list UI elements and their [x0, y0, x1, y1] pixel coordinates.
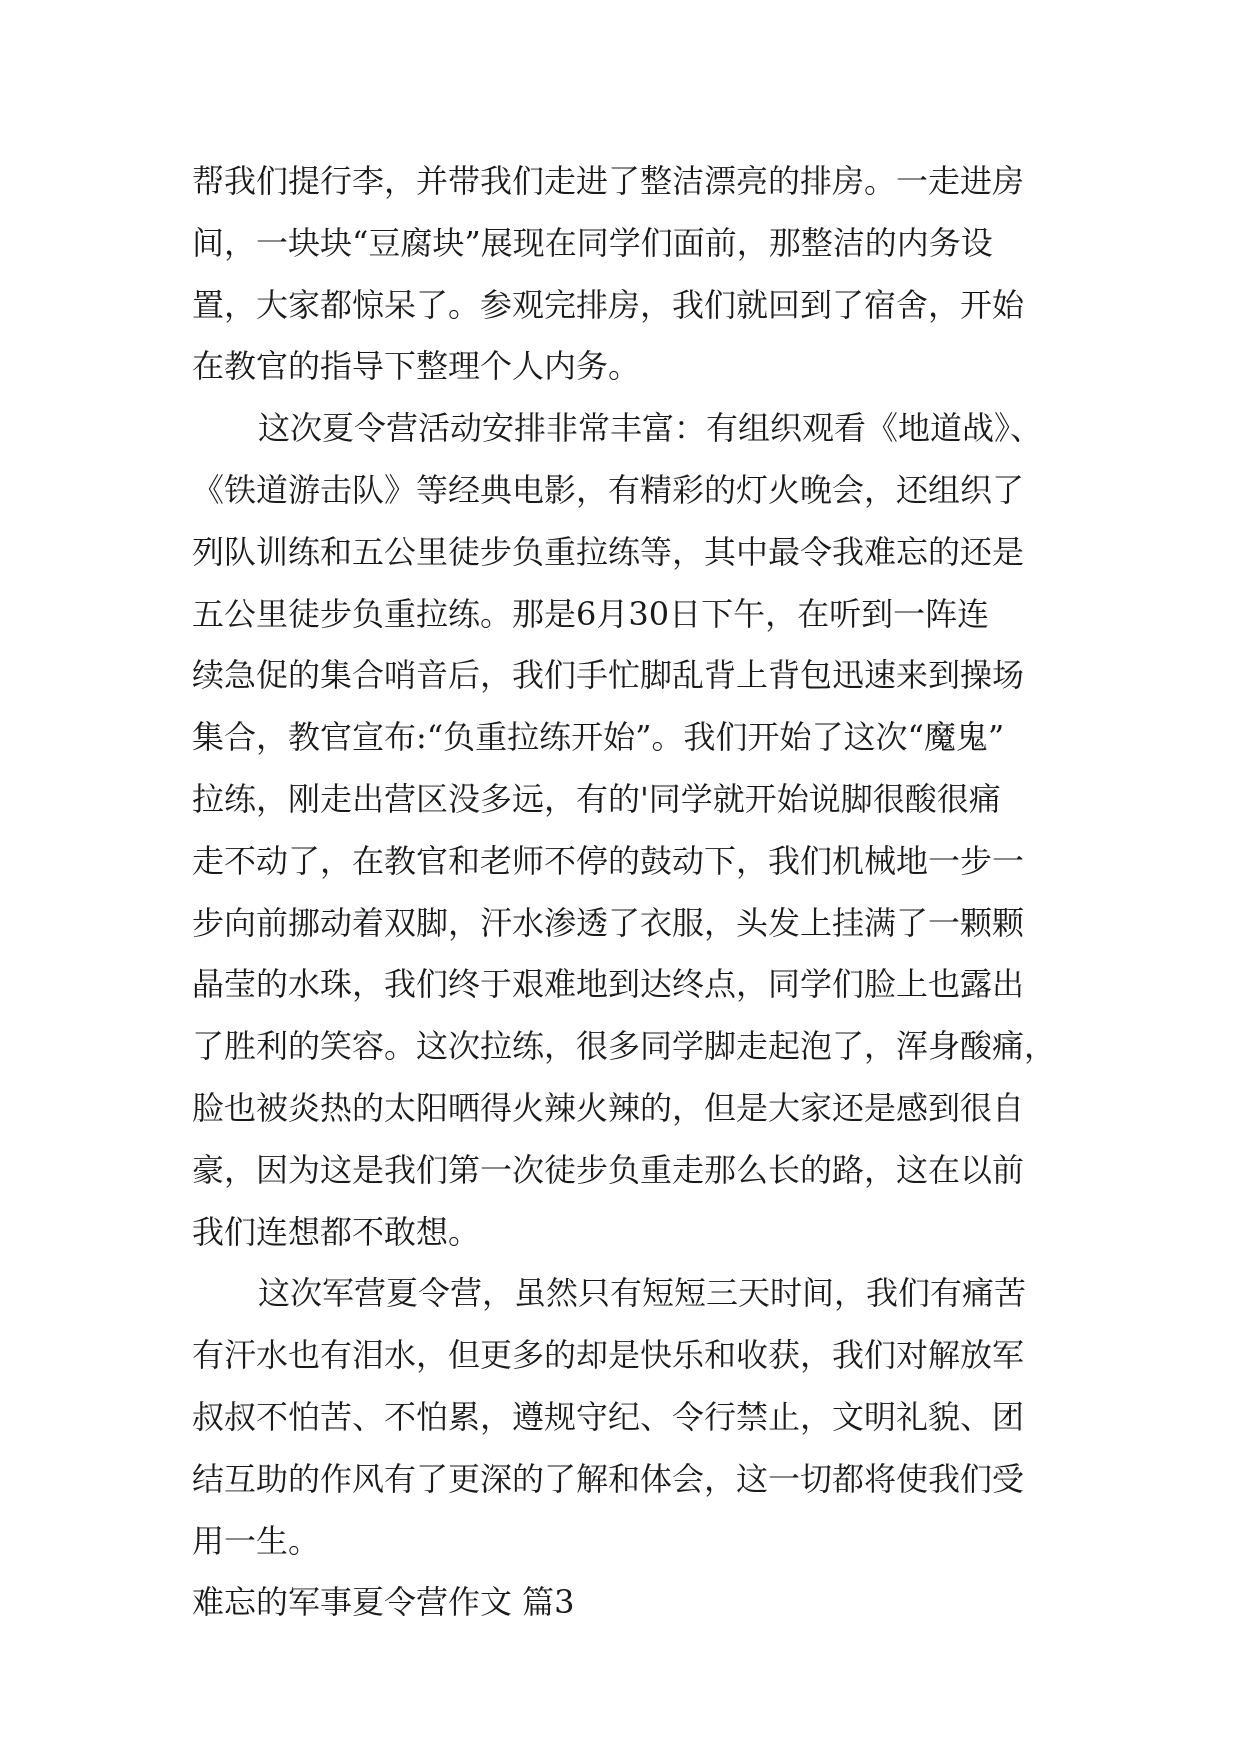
text-line: 间，一块块“豆腐块”展现在同学们面前，那整洁的内务设	[192, 223, 993, 262]
document-body	[192, 151, 1062, 1634]
text-line: 了胜利的笑容。这次拉练，很多同学脚走起泡了，浑身酸痛，	[192, 1027, 1057, 1066]
text-line: 叔叔不怕苦、不怕累，遵规守纪、令行禁止，文明礼貌、团	[192, 1397, 1025, 1436]
section-heading: 难忘的军事夏令营作文 篇3	[192, 1583, 575, 1622]
text-line: 脸也被炎热的太阳晒得火辣火辣的，但是大家还是感到很自	[192, 1088, 1025, 1127]
text-line: 晶莹的水珠，我们终于艰难地到达终点，同学们脸上也露出	[192, 965, 1025, 1004]
text-line: 步向前挪动着双脚，汗水渗透了衣服，头发上挂满了一颗颗	[192, 903, 1025, 942]
text-line: 置，大家都惊呆了。参观完排房，我们就回到了宿舍，开始	[192, 285, 1025, 324]
paragraph-3	[192, 1263, 1062, 1572]
paragraph-2	[192, 398, 1062, 1263]
text-line: 用一生。	[192, 1521, 321, 1560]
text-line: 拉练，刚走出营区没多远，有的'同学就开始说脚很酸很痛	[192, 779, 1001, 818]
text-line: 有汗水也有泪水，但更多的却是快乐和收获，我们对解放军	[192, 1336, 1025, 1375]
text-line: 续急促的集合哨音后，我们手忙脚乱背上背包迅速来到操场	[192, 656, 1025, 695]
text-line: 我们连想都不敢想。	[192, 1212, 481, 1251]
text-line: 豪，因为这是我们第一次徒步负重走那么长的路，这在以前	[192, 1150, 1025, 1189]
text-line: 集合，教官宣布:“负重拉练开始”。我们开始了这次“魔鬼”	[192, 718, 1005, 757]
text-line: 列队训练和五公里徒步负重拉练等，其中最令我难忘的还是	[192, 532, 1025, 571]
text-line: 五公里徒步负重拉练。那是6月30日下午，在听到一阵连	[192, 594, 990, 633]
text-line: 结互助的作风有了更深的了解和体会，这一切都将使我们受	[192, 1459, 1025, 1498]
paragraph-1	[192, 151, 1062, 398]
text-line: 帮我们提行李，并带我们走进了整洁漂亮的排房。一走进房	[192, 162, 1025, 200]
text-line: 走不动了，在教官和老师不停的鼓动下，我们机械地一步一	[192, 841, 1025, 880]
text-line: 这次军营夏令营，虽然只有短短三天时间，我们有痛苦	[258, 1274, 1027, 1313]
text-line: 《铁道游击队》等经典电影，有精彩的灯火晚会，还组织了	[192, 470, 1025, 509]
text-line: 这次夏令营活动安排非常丰富：有组织观看《地道战》、	[258, 409, 1043, 448]
text-line: 在教官的指导下整理个人内务。	[192, 347, 641, 386]
